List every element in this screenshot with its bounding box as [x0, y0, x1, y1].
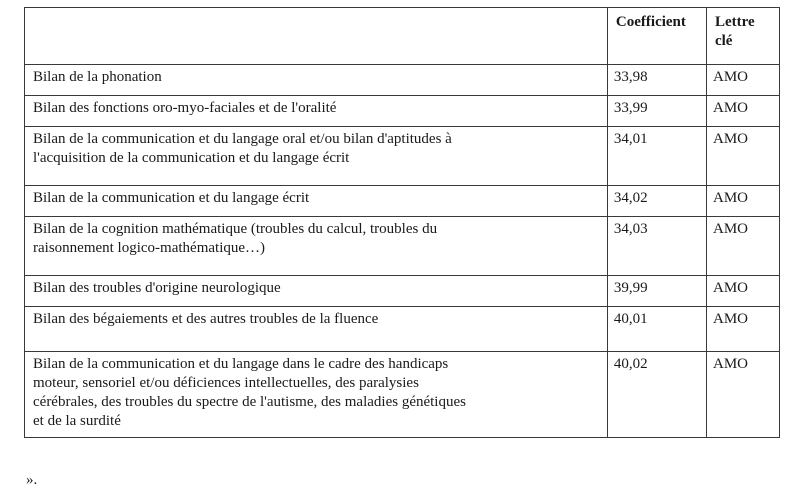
table-row — [25, 276, 780, 307]
row-label — [25, 65, 608, 96]
row-label-line: Bilan de la communication et du langage écrit — [33, 190, 310, 206]
row-coefficient: 34,01 — [607, 127, 706, 186]
table-body — [25, 65, 780, 438]
row-label-line: Bilan de la phonation — [33, 69, 162, 85]
closing-quote: ». — [26, 472, 38, 488]
table-row — [25, 96, 780, 127]
header-lettre-line1: Lettre — [714, 14, 755, 30]
acts-table — [24, 7, 780, 438]
header-coefficient: Coefficient — [607, 8, 706, 65]
row-coefficient: 34,02 — [607, 186, 706, 217]
header-lettre-line2: clé — [714, 33, 733, 49]
row-label-line: Bilan de la communication et du langage dans le cadre des handicaps — [33, 356, 449, 372]
table-row — [25, 127, 780, 186]
row-label — [25, 217, 608, 276]
row-coefficient: 39,99 — [607, 276, 706, 307]
row-label — [25, 352, 608, 438]
row-label-line: Bilan des bégaiements et des autres troubles de la fluence — [33, 311, 379, 327]
row-lettre-cle: AMO — [706, 307, 779, 352]
row-label-line: moteur, sensoriel et/ou déficiences intellectuelles, des paralysies — [33, 375, 419, 391]
table-row — [25, 186, 780, 217]
row-lettre-cle: AMO — [706, 352, 779, 438]
row-lettre-cle: AMO — [706, 276, 779, 307]
row-label-line: raisonnement logico-mathématique…) — [33, 240, 266, 256]
row-coefficient: 40,02 — [607, 352, 706, 438]
row-coefficient: 33,98 — [607, 65, 706, 96]
row-label-line: cérébrales, des troubles du spectre de l'autisme, des maladies génétiques — [33, 394, 466, 410]
row-label — [25, 127, 608, 186]
row-label-line: Bilan de la cognition mathématique (troubles du calcul, troubles du — [33, 221, 438, 237]
row-label — [25, 96, 608, 127]
row-lettre-cle: AMO — [706, 127, 779, 186]
table-row — [25, 307, 780, 352]
row-lettre-cle: AMO — [706, 186, 779, 217]
row-label-line: et de la surdité — [33, 413, 121, 429]
row-label — [25, 186, 608, 217]
header-row — [25, 8, 780, 65]
row-lettre-cle: AMO — [706, 217, 779, 276]
table-row — [25, 217, 780, 276]
row-coefficient: 34,03 — [607, 217, 706, 276]
table-row — [25, 352, 780, 438]
table-row — [25, 65, 780, 96]
row-coefficient: 33,99 — [607, 96, 706, 127]
row-label-line: Bilan de la communication et du langage oral et/ou bilan d'aptitudes à — [33, 131, 452, 147]
row-label — [25, 276, 608, 307]
row-label-line: l'acquisition de la communication et du langage écrit — [33, 150, 350, 166]
row-lettre-cle: AMO — [706, 65, 779, 96]
row-label-line: Bilan des fonctions oro-myo-faciales et de l'oralité — [33, 100, 337, 116]
row-label-line: Bilan des troubles d'origine neurologique — [33, 280, 281, 296]
row-label — [25, 307, 608, 352]
header-label — [25, 8, 608, 65]
row-coefficient: 40,01 — [607, 307, 706, 352]
row-lettre-cle: AMO — [706, 96, 779, 127]
header-lettre-cle — [706, 8, 779, 65]
